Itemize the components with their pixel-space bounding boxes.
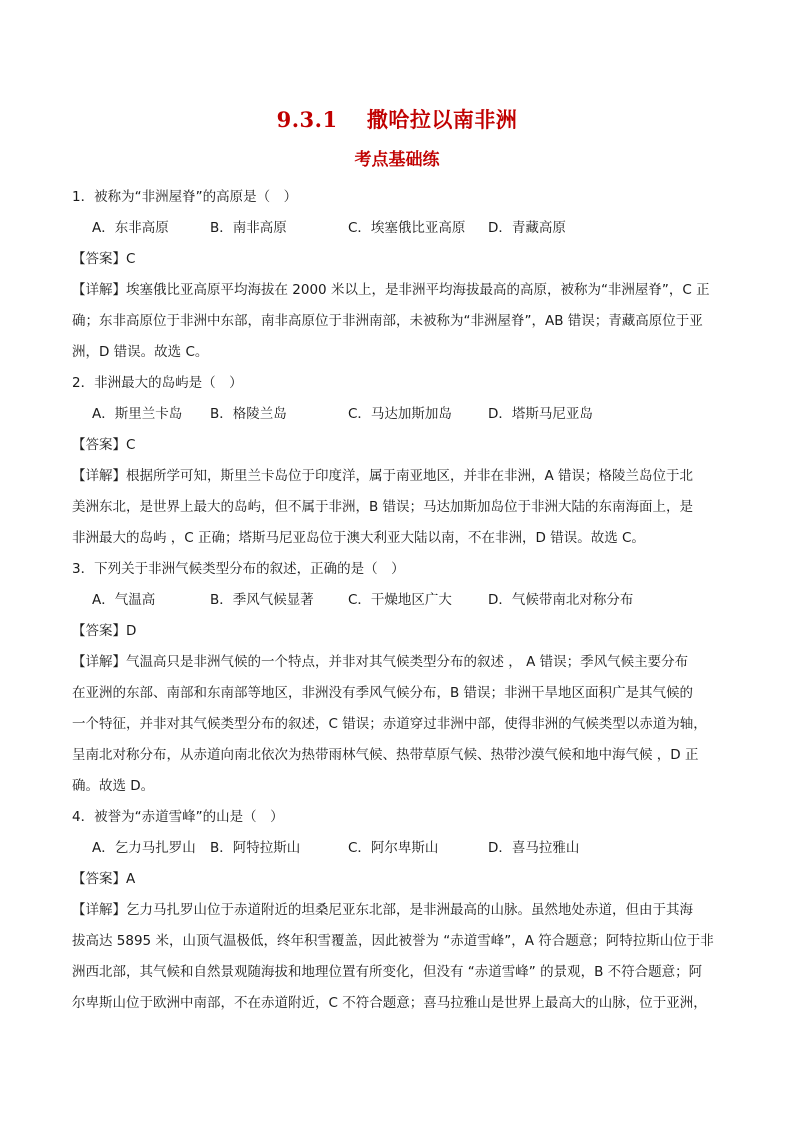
detail-line: 呈南北对称分布，从赤道向南北依次为热带雨林气候、热带草原气候、热带沙漠气候和地中海气候 ，D 正 bbox=[72, 747, 699, 763]
detail-tag: 【详解】 bbox=[72, 654, 126, 670]
answer-line bbox=[72, 244, 722, 275]
answer-value: C bbox=[126, 437, 136, 453]
question-stem: 4．被誉为“赤道雪峰”的山是（ ） bbox=[72, 809, 284, 825]
option-row bbox=[72, 833, 722, 864]
detail-line: 确；东非高原位于非洲中东部，南非高原位于非洲南部，未被称为“非洲屋脊”，AB 错误；青藏高原位于亚 bbox=[72, 313, 703, 329]
detail-line: 拔高达 5895 米，山顶气温极低，终年积雪覆盖，因此被誉为 “赤道雪峰”，A 符合题意；阿特拉斯山位于非 bbox=[72, 933, 714, 949]
detail-tag: 【详解】 bbox=[72, 468, 126, 484]
question-list bbox=[72, 182, 722, 1019]
detail-line: 洲，D 错误。故选 C。 bbox=[72, 344, 209, 360]
detail-line: 尔卑斯山位于欧洲中南部，不在赤道附近，C 不符合题意；喜马拉雅山是世界上最高大的山脉，位于亚洲， bbox=[72, 995, 707, 1011]
option-row bbox=[72, 399, 722, 430]
question-block bbox=[72, 182, 722, 368]
detail-line bbox=[72, 275, 722, 306]
detail-line bbox=[72, 895, 722, 926]
detail-line bbox=[72, 647, 722, 678]
detail-tag: 【详解】 bbox=[72, 282, 126, 298]
answer-line bbox=[72, 430, 722, 461]
option-d: D．青藏高原 bbox=[488, 220, 566, 236]
option-b: B．阿特拉斯山 bbox=[210, 840, 301, 856]
page-subtitle: 考点基础练 bbox=[354, 150, 440, 170]
option-b: B．格陵兰岛 bbox=[210, 406, 287, 422]
option-c: C．干燥地区广大 bbox=[348, 592, 452, 608]
answer-line bbox=[72, 616, 722, 647]
question-block bbox=[72, 554, 722, 802]
option-c: C．埃塞俄比亚高原 bbox=[348, 220, 466, 236]
option-b: B．季风气候显著 bbox=[210, 592, 314, 608]
answer-value: C bbox=[126, 251, 136, 267]
option-a: A．乞力马扎罗山 bbox=[92, 840, 196, 856]
option-a: A．斯里兰卡岛 bbox=[92, 406, 183, 422]
answer-value: D bbox=[126, 623, 137, 639]
detail-line: 非洲最大的岛屿 ，C 正确；塔斯马尼亚岛位于澳大利亚大陆以南，不在非洲，D 错误。故选 C。 bbox=[72, 530, 645, 546]
option-row bbox=[72, 585, 722, 616]
detail-line: 美洲东北，是世界上最大的岛屿，但不属于非洲，B 错误；马达加斯加岛位于非洲大陆的东南海面上，是 bbox=[72, 499, 694, 515]
option-d: D．塔斯马尼亚岛 bbox=[488, 406, 593, 422]
detail-text: 根据所学可知，斯里兰卡岛位于印度洋，属于南亚地区，并非在非洲，A 错误；格陵兰岛位于北 bbox=[126, 468, 694, 484]
option-a: A．东非高原 bbox=[92, 220, 169, 236]
answer-tag: 【答案】 bbox=[72, 623, 126, 639]
detail-line bbox=[72, 461, 722, 492]
detail-text: 埃塞俄比亚高原平均海拔在 2000 米以上，是非洲平均海拔最高的高原，被称为“非洲屋脊”，C 正 bbox=[126, 282, 710, 298]
detail-line: 洲西北部，其气候和自然景观随海拔和地理位置有所变化，但没有 “赤道雪峰” 的景观，B 不符合题意；阿 bbox=[72, 964, 703, 980]
option-c: C．马达加斯加岛 bbox=[348, 406, 452, 422]
detail-line: 确。故选 D。 bbox=[72, 778, 155, 794]
answer-tag: 【答案】 bbox=[72, 437, 126, 453]
detail-text: 乞力马扎罗山位于赤道附近的坦桑尼亚东北部，是非洲最高的山脉。虽然地处赤道，但由于其海 bbox=[126, 902, 693, 918]
question-stem: 1．被称为“非洲屋脊”的高原是（ ） bbox=[72, 189, 298, 205]
question-stem: 3．下列关于非洲气候类型分布的叙述，正确的是（ ） bbox=[72, 561, 405, 577]
detail-line: 在亚洲的东部、南部和东南部等地区，非洲没有季风气候分布，B 错误；非洲干旱地区面积广是其气候的 bbox=[72, 685, 694, 701]
answer-value: A bbox=[126, 871, 136, 887]
question-block bbox=[72, 802, 722, 1019]
detail-tag: 【详解】 bbox=[72, 902, 126, 918]
option-d: D．喜马拉雅山 bbox=[488, 840, 580, 856]
option-b: B．南非高原 bbox=[210, 220, 287, 236]
question-block bbox=[72, 368, 722, 554]
detail-text: 气温高只是非洲气候的一个特点，并非对其气候类型分布的叙述 ， A 错误；季风气候主要分布 bbox=[126, 654, 689, 670]
question-stem: 2．非洲最大的岛屿是（ ） bbox=[72, 375, 243, 391]
option-a: A．气温高 bbox=[92, 592, 156, 608]
answer-tag: 【答案】 bbox=[72, 251, 126, 267]
option-row bbox=[72, 213, 722, 244]
page-title: 9.3.1 撒哈拉以南非洲 bbox=[276, 107, 518, 132]
option-c: C．阿尔卑斯山 bbox=[348, 840, 439, 856]
answer-tag: 【答案】 bbox=[72, 871, 126, 887]
option-d: D．气候带南北对称分布 bbox=[488, 592, 634, 608]
answer-line bbox=[72, 864, 722, 895]
detail-line: 一个特征，并非对其气候类型分布的叙述，C 错误；赤道穿过非洲中部，使得非洲的气候类型以赤道为轴， bbox=[72, 716, 707, 732]
